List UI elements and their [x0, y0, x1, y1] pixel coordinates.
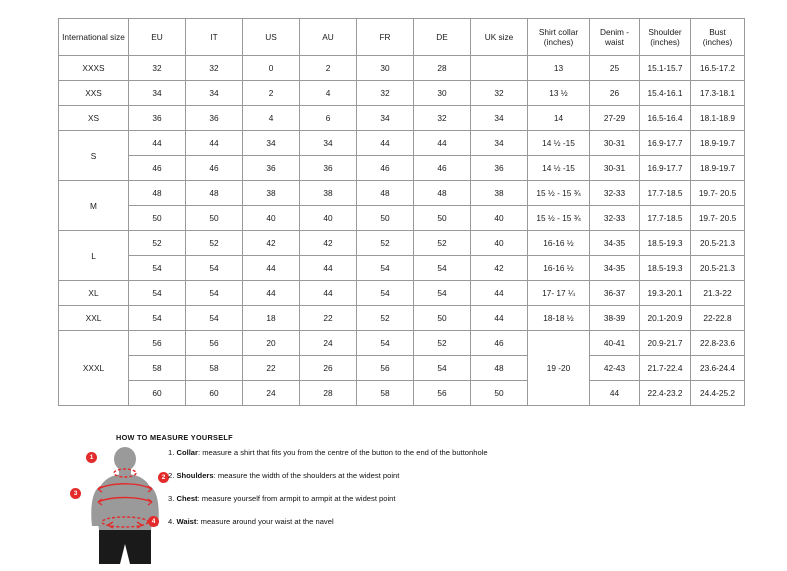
measure-note-collar: [168, 448, 618, 458]
measure-notes-list: [168, 448, 618, 539]
cell: 32: [357, 81, 414, 106]
cell: 13 ½: [528, 81, 590, 106]
cell: 34: [300, 131, 357, 156]
cell: 54: [414, 256, 471, 281]
cell: 15 ½ - 15 ¾: [528, 181, 590, 206]
cell: 6: [300, 106, 357, 131]
cell: 19.3-20.1: [640, 281, 691, 306]
cell: 16-16 ½: [528, 256, 590, 281]
cell: 46: [414, 156, 471, 181]
column-header: Denim - waist: [590, 19, 640, 56]
column-header: AU: [300, 19, 357, 56]
cell: 48: [357, 181, 414, 206]
cell: 44: [414, 131, 471, 156]
size-label: L: [59, 231, 129, 281]
cell: 42: [300, 231, 357, 256]
marker-3-chest: 3: [70, 488, 81, 499]
size-label: XXL: [59, 306, 129, 331]
cell: 54: [414, 281, 471, 306]
note-number: 2.: [168, 470, 175, 480]
cell: 48: [186, 181, 243, 206]
cell: 18.1-18.9: [691, 106, 745, 131]
cell: 52: [414, 231, 471, 256]
table-row: [59, 131, 745, 156]
table-row: [59, 281, 745, 306]
note-text: : measure yourself from armpit to armpit at the widest point: [197, 493, 396, 503]
cell: 19.7- 20.5: [691, 206, 745, 231]
cell: 44: [300, 256, 357, 281]
measure-note-shoulders: [168, 471, 618, 481]
cell: 44: [590, 381, 640, 406]
column-header: FR: [357, 19, 414, 56]
cell: 54: [186, 306, 243, 331]
cell: 30-31: [590, 131, 640, 156]
table-row: [59, 306, 745, 331]
cell: 32-33: [590, 181, 640, 206]
cell: 13: [528, 56, 590, 81]
cell: 54: [186, 256, 243, 281]
marker-2-shoulders: 2: [158, 472, 169, 483]
cell: 44: [300, 281, 357, 306]
measure-note-waist: [168, 517, 618, 527]
cell: 20.9-21.7: [640, 331, 691, 356]
cell: 44: [243, 256, 300, 281]
table-row: [59, 381, 745, 406]
cell: 26: [300, 356, 357, 381]
cell: 40: [471, 231, 528, 256]
cell: 32: [129, 56, 186, 81]
column-header: International size: [59, 19, 129, 56]
note-number: 1.: [168, 448, 175, 457]
cell: 16.5-17.2: [691, 56, 745, 81]
cell: 24: [243, 381, 300, 406]
cell: 2: [243, 81, 300, 106]
cell: 36: [129, 106, 186, 131]
cell: 25: [590, 56, 640, 81]
cell: 22-22.8: [691, 306, 745, 331]
cell: 56: [129, 331, 186, 356]
cell: 17.7-18.5: [640, 206, 691, 231]
cell: 38: [243, 181, 300, 206]
cell: 56: [357, 356, 414, 381]
cell: 4: [243, 106, 300, 131]
size-chart-table: [58, 18, 745, 406]
column-header: US: [243, 19, 300, 56]
marker-1-collar: 1: [86, 452, 97, 463]
cell: 22.8-23.6: [691, 331, 745, 356]
cell: 20: [243, 331, 300, 356]
table-header-row: [59, 19, 745, 56]
table-row: [59, 56, 745, 81]
cell: 20.1-20.9: [640, 306, 691, 331]
cell: 38: [471, 181, 528, 206]
cell: 58: [129, 356, 186, 381]
cell: 22: [300, 306, 357, 331]
cell: 46: [129, 156, 186, 181]
cell: 21.7-22.4: [640, 356, 691, 381]
column-header: DE: [414, 19, 471, 56]
note-text: : measure a shirt that fits you from the centre of the button to the end of the buttonhole: [198, 448, 488, 457]
cell: 58: [186, 356, 243, 381]
column-header: UK size: [471, 19, 528, 56]
cell: 28: [414, 56, 471, 81]
cell: 36: [186, 106, 243, 131]
cell: 14: [528, 106, 590, 131]
cell: 54: [129, 281, 186, 306]
cell: 17.3-18.1: [691, 81, 745, 106]
cell: 22.4-23.2: [640, 381, 691, 406]
cell: 34-35: [590, 231, 640, 256]
cell: 16-16 ½: [528, 231, 590, 256]
cell: 34: [129, 81, 186, 106]
cell: 48: [414, 181, 471, 206]
cell: 18.9-19.7: [691, 156, 745, 181]
cell: 56: [414, 381, 471, 406]
cell: 0: [243, 56, 300, 81]
cell: 32: [186, 56, 243, 81]
table-row: [59, 231, 745, 256]
table-row: [59, 356, 745, 381]
cell: 24: [300, 331, 357, 356]
column-header: EU: [129, 19, 186, 56]
cell: 23.6-24.4: [691, 356, 745, 381]
cell: 34-35: [590, 256, 640, 281]
note-text: : measure around your waist at the navel: [196, 516, 334, 526]
table-row: [59, 156, 745, 181]
size-label: S: [59, 131, 129, 181]
cell: 34: [357, 106, 414, 131]
cell-shirt-collar-merged: 19 -20: [528, 331, 590, 406]
table-row: [59, 181, 745, 206]
cell: 32-33: [590, 206, 640, 231]
cell: 58: [357, 381, 414, 406]
cell: 44: [186, 131, 243, 156]
cell: 30-31: [590, 156, 640, 181]
cell: 44: [357, 131, 414, 156]
cell: 38-39: [590, 306, 640, 331]
cell: 48: [471, 356, 528, 381]
note-text: : measure the width of the shoulders at the widest point: [213, 470, 400, 480]
cell: 46: [471, 331, 528, 356]
size-label: XXXS: [59, 56, 129, 81]
cell: 18.9-19.7: [691, 131, 745, 156]
cell: 28: [300, 381, 357, 406]
cell: 54: [129, 306, 186, 331]
cell: 54: [129, 256, 186, 281]
cell: 40: [300, 206, 357, 231]
cell: 18-18 ½: [528, 306, 590, 331]
cell: 46: [357, 156, 414, 181]
size-label: XL: [59, 281, 129, 306]
cell: 50: [357, 206, 414, 231]
cell: 34: [186, 81, 243, 106]
cell: 54: [414, 356, 471, 381]
cell: 36: [300, 156, 357, 181]
cell: 15 ½ - 15 ¾: [528, 206, 590, 231]
cell: 15.1-15.7: [640, 56, 691, 81]
cell: 18.5-19.3: [640, 256, 691, 281]
table-row: [59, 331, 745, 356]
size-label: XXS: [59, 81, 129, 106]
cell: 36: [471, 156, 528, 181]
cell: 20.5-21.3: [691, 256, 745, 281]
table-row: [59, 106, 745, 131]
table-row: [59, 206, 745, 231]
measure-section-title: HOW TO MEASURE YOURSELF: [116, 433, 233, 442]
cell: 50: [129, 206, 186, 231]
table-row: [59, 81, 745, 106]
note-number: 3.: [168, 493, 175, 503]
cell: 36-37: [590, 281, 640, 306]
cell: 50: [471, 381, 528, 406]
cell: 36: [243, 156, 300, 181]
cell: 2: [300, 56, 357, 81]
cell: 14 ½ -15: [528, 131, 590, 156]
cell: 15.4-16.1: [640, 81, 691, 106]
column-header: Bust (inches): [691, 19, 745, 56]
size-label: XXXL: [59, 331, 129, 406]
cell: 21.3-22: [691, 281, 745, 306]
cell: 16.9-17.7: [640, 131, 691, 156]
cell: 42-43: [590, 356, 640, 381]
note-number: 4.: [168, 516, 175, 526]
cell: 18.5-19.3: [640, 231, 691, 256]
cell: 42: [471, 256, 528, 281]
cell: 52: [357, 306, 414, 331]
cell: 17- 17 ¼: [528, 281, 590, 306]
note-term: Shoulders: [176, 470, 214, 480]
cell: 20.5-21.3: [691, 231, 745, 256]
note-term: Chest: [176, 493, 198, 503]
cell: 44: [129, 131, 186, 156]
cell: 26: [590, 81, 640, 106]
cell: 48: [129, 181, 186, 206]
note-term: Waist: [176, 516, 197, 526]
cell: 52: [129, 231, 186, 256]
cell: 24.4-25.2: [691, 381, 745, 406]
table-row: [59, 256, 745, 281]
column-header: Shoulder (inches): [640, 19, 691, 56]
cell: 44: [243, 281, 300, 306]
cell: 40: [471, 206, 528, 231]
cell: 60: [186, 381, 243, 406]
cell: 17.7-18.5: [640, 181, 691, 206]
cell: 56: [186, 331, 243, 356]
cell: 32: [471, 81, 528, 106]
cell: 38: [300, 181, 357, 206]
cell: 30: [414, 81, 471, 106]
column-header: Shirt collar (inches): [528, 19, 590, 56]
cell: 34: [471, 131, 528, 156]
cell: 16.9-17.7: [640, 156, 691, 181]
cell: 16.5-16.4: [640, 106, 691, 131]
cell: 40: [243, 206, 300, 231]
cell: 40-41: [590, 331, 640, 356]
cell: 42: [243, 231, 300, 256]
cell: 30: [357, 56, 414, 81]
cell: 19.7- 20.5: [691, 181, 745, 206]
cell: 27-29: [590, 106, 640, 131]
cell: 18: [243, 306, 300, 331]
cell: 54: [357, 256, 414, 281]
cell: [471, 56, 528, 81]
cell: 44: [471, 281, 528, 306]
size-label: M: [59, 181, 129, 231]
cell: 52: [357, 231, 414, 256]
measure-note-chest: [168, 494, 618, 504]
cell: 54: [357, 281, 414, 306]
column-header: IT: [186, 19, 243, 56]
cell: 34: [243, 131, 300, 156]
cell: 50: [186, 206, 243, 231]
marker-4-waist: 4: [148, 516, 159, 527]
cell: 22: [243, 356, 300, 381]
cell: 52: [186, 231, 243, 256]
cell: 60: [129, 381, 186, 406]
cell: 14 ½ -15: [528, 156, 590, 181]
note-term: Collar: [176, 448, 198, 457]
cell: 50: [414, 206, 471, 231]
cell: 46: [186, 156, 243, 181]
cell: 54: [186, 281, 243, 306]
cell: 4: [300, 81, 357, 106]
cell: 32: [414, 106, 471, 131]
cell: 34: [471, 106, 528, 131]
cell: 54: [357, 331, 414, 356]
cell: 44: [471, 306, 528, 331]
cell: 52: [414, 331, 471, 356]
size-label: XS: [59, 106, 129, 131]
cell: 50: [414, 306, 471, 331]
